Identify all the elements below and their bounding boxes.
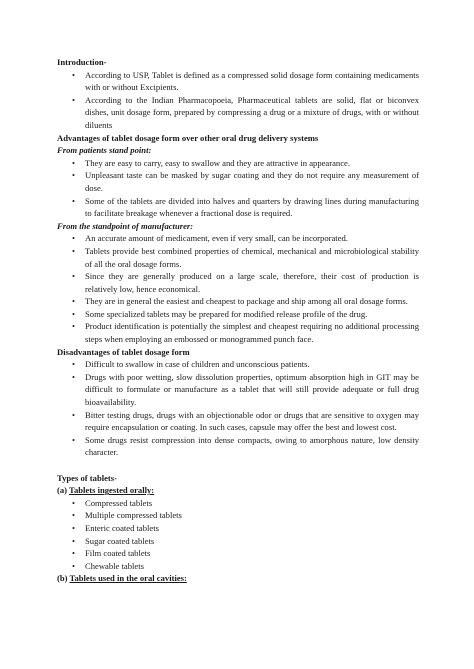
list-item: • Tablets provide best combined properties of chemical, mechanical and microbiological stability of all the oral dosage forms. xyxy=(72,245,419,269)
introduction-list xyxy=(57,69,419,132)
list-item: • According to the Indian Pharmacopoeia, Pharmaceutical tablets are solid, flat or biconvex dishes, unit dosage form, prepared by compressing a drug or a mixture of drugs, with or without diluents xyxy=(72,94,419,130)
bullet-icon: • xyxy=(72,308,76,319)
list-item: • Product identification is potentially the simplest and cheapest requiring no additional processing steps when employing an embossed or monogrammed punch face. xyxy=(72,321,419,345)
list-item: • An accurate amount of medicament, even if very small, can be incorporated. xyxy=(72,233,348,244)
bullet-icon: • xyxy=(72,94,76,105)
list-item: • Chewable tablets xyxy=(72,560,144,571)
list-item: • Some drugs resist compression into dense compacts, owing to amorphous nature, low density character. xyxy=(72,434,419,458)
bullet-icon: • xyxy=(72,434,76,445)
bullet-icon: • xyxy=(72,409,76,420)
list-item: • Since they are generally produced on a large scale, therefore, their cost of production is relatively low, hence economical. xyxy=(72,271,419,294)
types-heading: Types of tablets- xyxy=(57,472,117,483)
bullet-icon: • xyxy=(72,522,76,533)
document-body xyxy=(57,56,419,585)
bullet-icon: • xyxy=(72,359,76,370)
bullet-icon: • xyxy=(72,170,76,181)
bullet-icon: • xyxy=(72,195,76,206)
bullet-icon: • xyxy=(72,321,76,332)
bullet-icon: • xyxy=(72,157,76,168)
advantages-heading: Advantages of tablet dosage form over other oral drug delivery systems xyxy=(57,132,319,143)
list-item: • Sugar coated tablets xyxy=(72,535,155,546)
bullet-icon: • xyxy=(72,271,76,282)
list-item: • According to USP, Tablet is defined as a compressed solid dosage form containing medicaments with or without Excipients. xyxy=(72,69,419,93)
types-b-heading: (b) Tablets used in the oral cavities: xyxy=(57,573,187,584)
manufacturer-list xyxy=(57,232,419,345)
list-item: • Bitter testing drugs, drugs with an objectionable odor or drugs that are sensitive to oxygen may require encapsulation or coating. In such cases, capsule may offer the best and lowest cost. xyxy=(72,409,419,433)
bullet-icon: • xyxy=(72,510,76,521)
types-a-heading: (a) Tablets ingested orally: xyxy=(57,485,155,496)
list-item: • Difficult to swallow in case of children and unconscious patients. xyxy=(72,359,310,370)
list-item: • They are easy to carry, easy to swallow and they are attractive in appearance. xyxy=(72,157,351,168)
patients-subheading: From patients stand point: xyxy=(57,145,152,156)
types-a-list xyxy=(57,497,419,573)
bullet-icon: • xyxy=(72,535,76,546)
patients-list xyxy=(57,157,419,220)
disadvantages-list xyxy=(57,358,419,459)
list-item: • Enteric coated tablets xyxy=(72,522,159,533)
list-item: • Some specialized tablets may be prepared for modified release profile of the drug. xyxy=(72,308,368,319)
list-item: • Film coated tablets xyxy=(72,548,151,559)
list-item: • They are in general the easiest and cheapest to package and ship among all oral dosage forms. xyxy=(72,296,408,307)
bullet-icon: • xyxy=(72,560,76,571)
section-spacer xyxy=(57,459,419,472)
bullet-icon: • xyxy=(72,233,76,244)
bullet-icon: • xyxy=(72,69,76,80)
bullet-icon: • xyxy=(72,497,76,508)
introduction-heading: Introduction- xyxy=(57,57,107,67)
list-item: • Multiple compressed tablets xyxy=(72,510,182,521)
bullet-icon: • xyxy=(72,296,76,307)
disadvantages-heading: Disadvantages of tablet dosage form xyxy=(57,346,190,357)
bullet-icon: • xyxy=(72,245,76,256)
list-item: • Some of the tablets are divided into halves and quarters by drawing lines during manufacturing to facilitate breakage whenever a fractional dose is required. xyxy=(72,195,419,219)
list-item: • Unpleasant taste can be masked by sugar coating and they do not require any measurement of dose. xyxy=(72,170,419,193)
bullet-icon: • xyxy=(72,548,76,559)
manufacturer-subheading: From the standpoint of manufacturer: xyxy=(57,220,194,231)
bullet-icon: • xyxy=(72,371,76,382)
list-item: • Drugs with poor wetting, slow dissolution properties, optimum absorption high in GIT may be difficult to formulate or manufacture as a tablet that will still provide adequate or full drug bioavailability. xyxy=(72,371,419,408)
list-item: • Compressed tablets xyxy=(72,497,153,508)
